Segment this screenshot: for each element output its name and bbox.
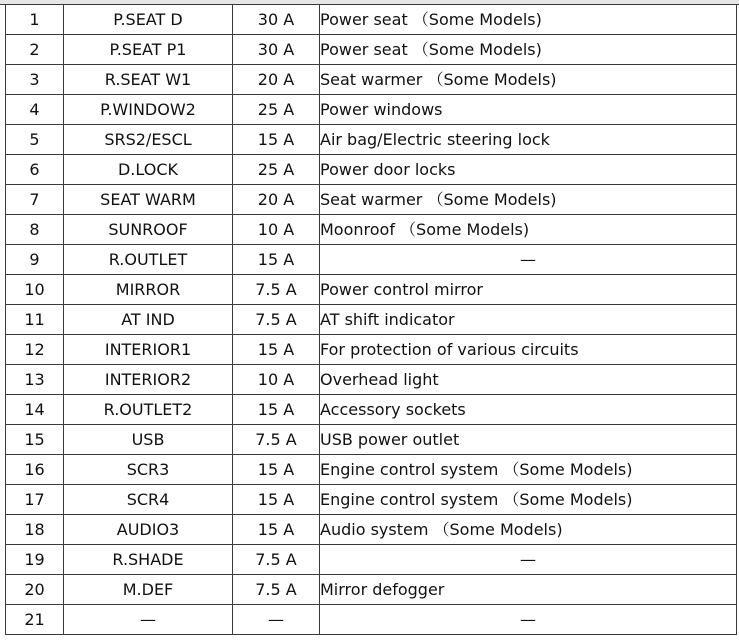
fuse-amperage: 15 A (233, 245, 320, 275)
table-row (6, 305, 737, 335)
fuse-number: 14 (6, 395, 64, 425)
fuse-amperage: 7.5 A (233, 575, 320, 605)
table-row (6, 155, 737, 185)
fuse-description: Power seat （Some Models) (320, 5, 737, 35)
fuse-number: 17 (6, 485, 64, 515)
fuse-description: AT shift indicator (320, 305, 737, 335)
fuse-number: 3 (6, 65, 64, 95)
fuse-name: SEAT WARM (64, 185, 233, 215)
fuse-description: Seat warmer （Some Models) (320, 185, 737, 215)
fuse-number: 10 (6, 275, 64, 305)
fuse-amperage: 10 A (233, 365, 320, 395)
fuse-number: 12 (6, 335, 64, 365)
table-row (6, 185, 737, 215)
fuse-amperage: — (233, 605, 320, 635)
fuse-description: Power control mirror (320, 275, 737, 305)
fuse-amperage: 30 A (233, 5, 320, 35)
fuse-number: 19 (6, 545, 64, 575)
fuse-number: 15 (6, 425, 64, 455)
fuse-description: USB power outlet (320, 425, 737, 455)
fuse-description: Engine control system （Some Models) (320, 485, 737, 515)
fuse-amperage: 15 A (233, 455, 320, 485)
fuse-description: Engine control system （Some Models) (320, 455, 737, 485)
fuse-name: AT IND (64, 305, 233, 335)
fuse-name: INTERIOR2 (64, 365, 233, 395)
table-row (6, 275, 737, 305)
table-row (6, 395, 737, 425)
table-row (6, 335, 737, 365)
fuse-number: 11 (6, 305, 64, 335)
table-row (6, 5, 737, 35)
fuse-name: INTERIOR1 (64, 335, 233, 365)
fuse-name: USB (64, 425, 233, 455)
fuse-name: SRS2/ESCL (64, 125, 233, 155)
table-row (6, 245, 737, 275)
table-row (6, 605, 737, 635)
fuse-amperage: 7.5 A (233, 545, 320, 575)
fuse-description: Power windows (320, 95, 737, 125)
fuse-amperage: 15 A (233, 485, 320, 515)
fuse-name: R.OUTLET2 (64, 395, 233, 425)
fuse-name: R.OUTLET (64, 245, 233, 275)
fuse-amperage: 30 A (233, 35, 320, 65)
fuse-number: 18 (6, 515, 64, 545)
table-row (6, 515, 737, 545)
table-row (6, 575, 737, 605)
fuse-amperage: 25 A (233, 155, 320, 185)
fuse-description: — (320, 605, 737, 635)
fuse-number: 2 (6, 35, 64, 65)
fuse-name: SUNROOF (64, 215, 233, 245)
table-row (6, 35, 737, 65)
fuse-name: SCR4 (64, 485, 233, 515)
fuse-description: Moonroof （Some Models) (320, 215, 737, 245)
fuse-name: SCR3 (64, 455, 233, 485)
table-row (6, 215, 737, 245)
fuse-amperage: 10 A (233, 215, 320, 245)
table-row (6, 485, 737, 515)
table-row (6, 455, 737, 485)
fuse-number: 5 (6, 125, 64, 155)
fuse-number: 13 (6, 365, 64, 395)
fuse-amperage: 7.5 A (233, 425, 320, 455)
fuse-amperage: 15 A (233, 125, 320, 155)
table-row (6, 545, 737, 575)
fuse-description: Power seat （Some Models) (320, 35, 737, 65)
fuse-number: 16 (6, 455, 64, 485)
fuse-name: R.SEAT W1 (64, 65, 233, 95)
fuse-name: P.SEAT D (64, 5, 233, 35)
fuse-amperage: 15 A (233, 515, 320, 545)
fuse-description: — (320, 545, 737, 575)
fuse-number: 21 (6, 605, 64, 635)
fuse-description: Air bag/Electric steering lock (320, 125, 737, 155)
fuse-amperage: 15 A (233, 335, 320, 365)
fuse-amperage: 25 A (233, 95, 320, 125)
fuse-number: 1 (6, 5, 64, 35)
table-row (6, 125, 737, 155)
fuse-amperage: 15 A (233, 395, 320, 425)
fuse-number: 8 (6, 215, 64, 245)
table-row (6, 425, 737, 455)
fuse-number: 20 (6, 575, 64, 605)
fuse-amperage: 7.5 A (233, 305, 320, 335)
fuse-name: MIRROR (64, 275, 233, 305)
fuse-name: — (64, 605, 233, 635)
fuse-name: M.DEF (64, 575, 233, 605)
fuse-number: 9 (6, 245, 64, 275)
fuse-description: Accessory sockets (320, 395, 737, 425)
fuse-number: 7 (6, 185, 64, 215)
table-row (6, 365, 737, 395)
fuse-name: D.LOCK (64, 155, 233, 185)
fuse-amperage: 7.5 A (233, 275, 320, 305)
table-row (6, 65, 737, 95)
fuse-number: 4 (6, 95, 64, 125)
fuse-table (5, 4, 737, 635)
fuse-name: P.WINDOW2 (64, 95, 233, 125)
fuse-description: Audio system （Some Models) (320, 515, 737, 545)
fuse-amperage: 20 A (233, 185, 320, 215)
fuse-table-body (6, 5, 737, 635)
table-row (6, 95, 737, 125)
fuse-name: P.SEAT P1 (64, 35, 233, 65)
fuse-number: 6 (6, 155, 64, 185)
fuse-description: — (320, 245, 737, 275)
fuse-description: For protection of various circuits (320, 335, 737, 365)
fuse-name: R.SHADE (64, 545, 233, 575)
fuse-description: Power door locks (320, 155, 737, 185)
fuse-description: Overhead light (320, 365, 737, 395)
fuse-description: Seat warmer （Some Models) (320, 65, 737, 95)
fuse-description: Mirror defogger (320, 575, 737, 605)
fuse-amperage: 20 A (233, 65, 320, 95)
fuse-name: AUDIO3 (64, 515, 233, 545)
